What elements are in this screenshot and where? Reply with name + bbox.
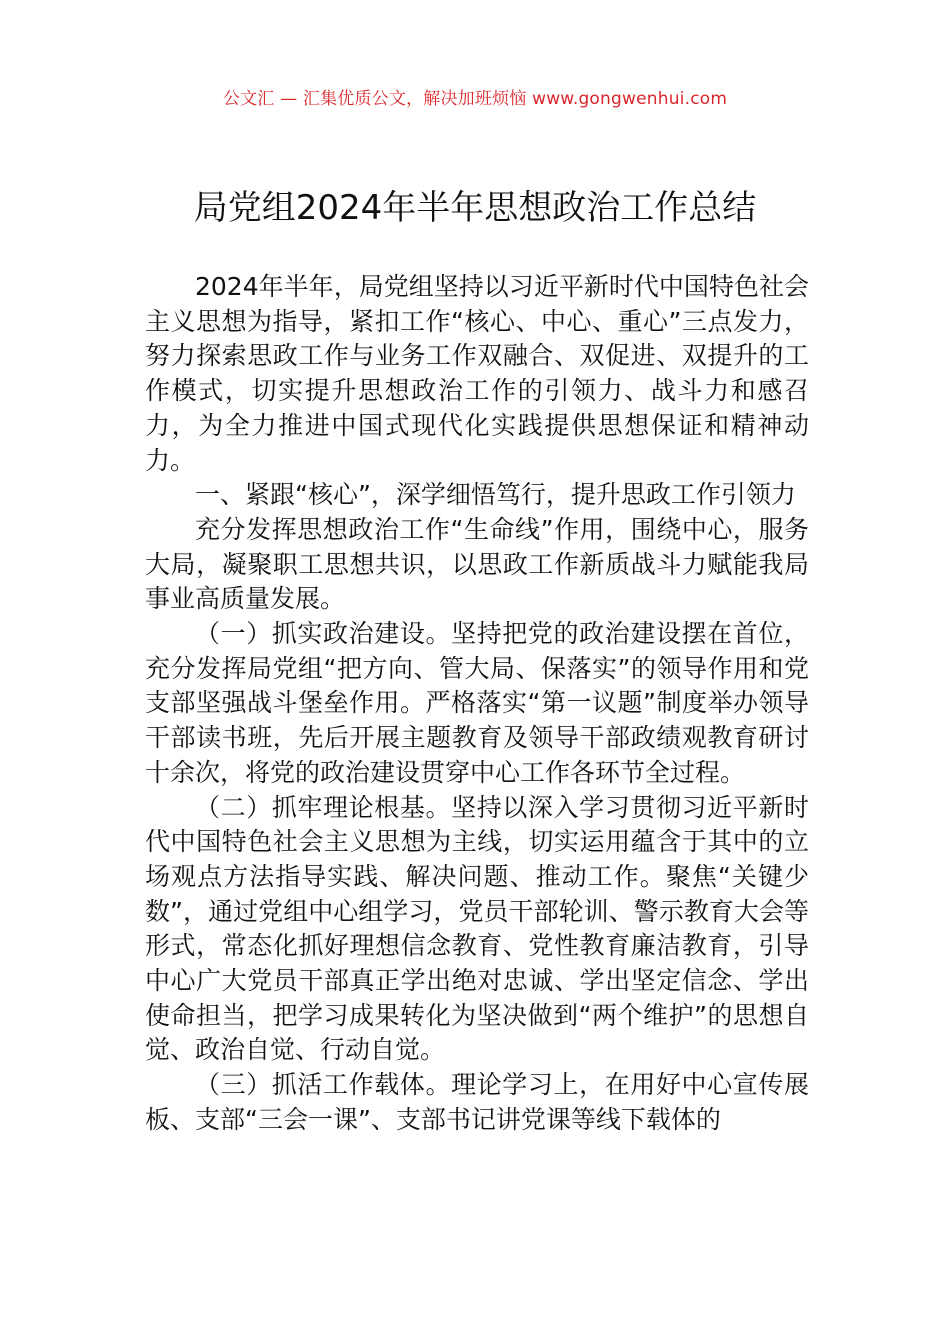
subsection-1-paragraph: （一）抓实政治建设。坚持把党的政治建设摆在首位，充分发挥局党组“把方向、管大局、保落实”的领导作用和党支部坚强战斗堡垒作用。严格落实“第一议题”制度举办领导干部读书班，先后开展主题教育及领导干部政绩观教育研讨十余次，将党的政治建设贯穿中心工作各环节全过程。 [145, 619, 809, 787]
intro-paragraph: 2024年半年，局党组坚持以习近平新时代中国特色社会主义思想为指导，紧扣工作“核心、中心、重心”三点发力，努力探索思政工作与业务工作双融合、双促进、双提升的工作模式，切实提升思想政治工作的引领力、战斗力和感召力，为全力推进中国式现代化实践提供思想保证和精神动力。 [145, 272, 809, 475]
document-body [145, 270, 809, 1138]
subsection-2-paragraph: （二）抓牢理论根基。坚持以深入学习贯彻习近平新时代中国特色社会主义思想为主线，切实运用蕴含于其中的立场观点方法指导实践、解决问题、推动工作。聚焦“关键少数”，通过党组中心组学习，党员干部轮训、警示教育大会等形式，常态化抓好理想信念教育、党性教育廉洁教育，引导中心广大党员干部真正学出绝对忠诚、学出坚定信念、学出使命担当，把学习成果转化为坚决做到“两个维护”的思想自觉、政治自觉、行动自觉。 [145, 792, 809, 1065]
document-title: 局党组2024年半年思想政治工作总结 [193, 188, 757, 228]
subsection-3-paragraph: （三）抓活工作载体。理论学习上，在用好中心宣传展板、支部“三会一课”、支部书记讲党课等线下载体的 [145, 1070, 809, 1134]
section-1-paragraph: 充分发挥思想政治工作“生命线”作用，围绕中心，服务大局，凝聚职工思想共识，以思政工作新质战斗力赋能我局事业高质量发展。 [145, 514, 809, 614]
section-heading-1: 一、紧跟“核心”，深学细悟笃行，提升思政工作引领力 [195, 480, 796, 510]
site-banner: 公文汇 — 汇集优质公文，解决加班烦恼 www.gongwenhui.com [222, 89, 728, 109]
